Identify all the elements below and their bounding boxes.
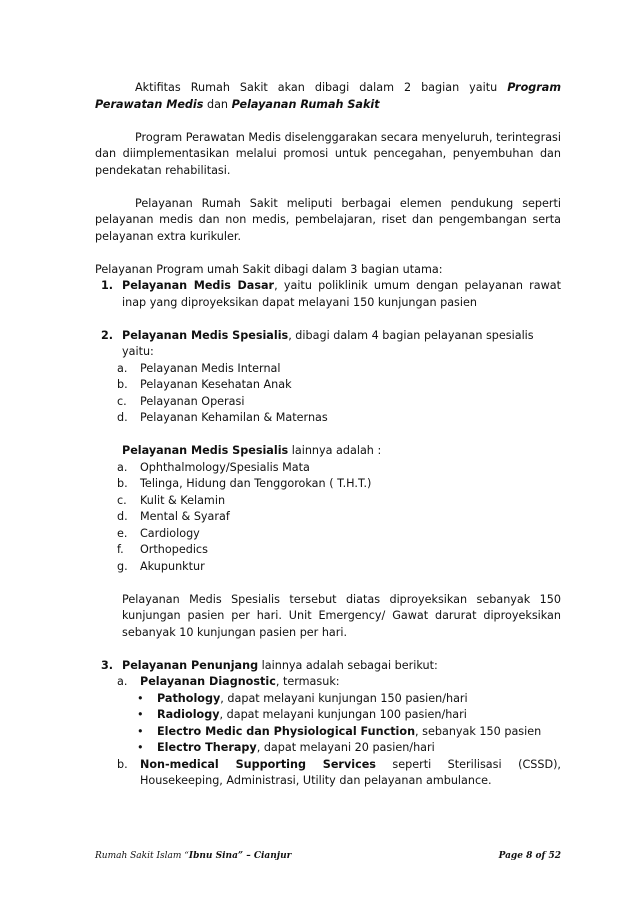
intro-paragraph-1 — [95, 80, 561, 113]
page-number: Page 8 of 52 — [498, 851, 561, 861]
list-item-1-title: Pelayanan Medis Dasar — [122, 279, 275, 292]
list-marker: g. — [117, 559, 128, 573]
list-marker: a. — [117, 361, 128, 375]
list-text: Cardiology — [140, 526, 200, 540]
list-item — [95, 377, 561, 394]
bullet-item — [95, 740, 561, 757]
program-perawatan-medis: Program Perawatan Medis — [95, 81, 561, 111]
list-marker: e. — [117, 526, 128, 540]
list-number: 1. — [101, 279, 114, 292]
list-marker: b. — [117, 757, 128, 771]
list-text: Orthopedics — [140, 543, 208, 556]
footer-hospital-name: Ibnu Sina” – Cianjur — [188, 851, 292, 861]
bullet-text: , dapat melayani kunjungan 150 pasien/hari — [220, 691, 468, 705]
list-text: Pelayanan Operasi — [140, 394, 245, 408]
document-body — [95, 80, 561, 790]
list-item-diagnostic — [95, 674, 561, 691]
list-item — [95, 493, 561, 510]
list-item — [95, 559, 561, 576]
list-item-1 — [95, 278, 561, 311]
spesialis-lainnya-text: lainnya adalah : — [288, 444, 382, 457]
list-marker: f. — [117, 543, 124, 556]
intro-paragraph-2: Program Perawatan Medis diselenggarakan secara menyeluruh, terintegrasi dan diimplementasikan melalui promosi untuk pencegahan, penyembuhan dan pendekatan rehabilitasi. — [95, 130, 561, 177]
bullet-text: , sebanyak 150 pasien — [415, 724, 542, 738]
bullet-item — [95, 724, 561, 741]
list-marker: c. — [117, 493, 127, 507]
list-text: Mental & Syaraf — [140, 510, 230, 523]
list-text: Ophthalmology/Spesialis Mata — [140, 460, 310, 474]
bullet-title: Pathology — [157, 691, 221, 705]
bullet-icon: • — [137, 724, 144, 738]
list-text: Telinga, Hidung dan Tenggorokan ( T.H.T.) — [140, 477, 372, 490]
list-item — [95, 526, 561, 543]
list-marker: c. — [117, 394, 127, 408]
diagnostic-title: Pelayanan Diagnostic — [140, 675, 276, 688]
list-text: Pelayanan Kesehatan Anak — [140, 378, 292, 391]
bullet-title: Electro Medic dan Physiological Function — [157, 724, 416, 738]
bullet-icon: • — [137, 691, 144, 705]
list-item-3 — [95, 658, 561, 675]
list-item-2 — [95, 328, 561, 361]
list-item-3-desc: lainnya adalah sebagai berikut: — [258, 658, 438, 672]
non-medical-title: Non-medical Supporting Services — [140, 757, 376, 771]
list-item-2-desc: , dibagi dalam 4 bagian pelayanan spesialis yaitu: — [122, 328, 534, 358]
footer-hospital-prefix: Rumah Sakit Islam “ — [95, 851, 189, 861]
list-item — [95, 361, 561, 378]
bullet-text: , dapat melayani kunjungan 100 pasien/hari — [219, 708, 467, 721]
list-text: Akupunktur — [140, 559, 205, 573]
list-marker: a. — [117, 675, 128, 688]
list-marker: b. — [117, 378, 128, 391]
spesialis-lainnya-title: Pelayanan Medis Spesialis — [122, 444, 289, 457]
list-marker: b. — [117, 477, 128, 490]
list-item — [95, 476, 561, 493]
list-item — [95, 410, 561, 427]
footer-left — [95, 850, 291, 862]
non-medical-desc: seperti Sterilisasi (CSSD), Housekeeping, Administrasi, Utility dan pelayanan ambulance. — [140, 757, 561, 787]
bullet-item — [95, 707, 561, 724]
list-number: 2. — [101, 328, 114, 342]
list-item-1-text — [122, 278, 561, 311]
list-item — [95, 509, 561, 526]
page-footer — [95, 850, 561, 862]
list-item — [95, 460, 561, 477]
intro-paragraph-4: Pelayanan Program umah Sakit dibagi dalam 3 bagian utama: — [95, 262, 443, 276]
list-item — [95, 394, 561, 411]
list-text: Pelayanan Medis Internal — [140, 361, 281, 375]
list-marker: a. — [117, 460, 128, 474]
list-marker: d. — [117, 411, 128, 424]
intro-text: Aktifitas Rumah Sakit akan dibagi dalam 2 bagian yaitu — [135, 81, 508, 94]
list-text: Pelayanan Kehamilan & Maternas — [140, 411, 328, 424]
list-item-2-title: Pelayanan Medis Spesialis — [122, 328, 289, 342]
list-marker: d. — [117, 510, 128, 523]
bullet-icon: • — [137, 708, 144, 721]
diagnostic-text: , termasuk: — [275, 675, 340, 688]
pelayanan-rumah-sakit: Pelayanan Rumah Sakit — [231, 97, 380, 111]
intro-paragraph-3: Pelayanan Rumah Sakit meliputi berbagai elemen pendukung seperti pelayanan medis dan non medis, pembelajaran, riset dan pengembangan serta pelayanan extra kurikuler. — [95, 196, 561, 243]
intro-connector: dan — [203, 97, 232, 111]
list-number: 3. — [101, 658, 114, 672]
spesialis-lainnya-heading — [122, 443, 561, 460]
bullet-title: Radiology — [157, 708, 220, 721]
list-item-3-title: Pelayanan Penunjang — [122, 658, 259, 672]
bullet-item — [95, 691, 561, 708]
list-item-non-medical — [95, 757, 561, 790]
list-item-2-text — [122, 328, 561, 361]
bullet-title: Electro Therapy — [157, 741, 257, 754]
list-text: Kulit & Kelamin — [140, 493, 226, 507]
list-item-1-desc: , yaitu poliklinik umum dengan pelayanan rawat inap yang diproyeksikan dapat melayani 150 kunjungan pasien — [122, 279, 561, 309]
spesialis-note: Pelayanan Medis Spesialis tersebut diatas diproyeksikan sebanyak 150 kunjungan pasien per hari. Unit Emergency/ Gawat darurat diproyeksikan sebanyak 10 kunjungan pasien per hari. — [122, 592, 561, 639]
non-medical-text — [140, 757, 561, 790]
bullet-icon: • — [137, 741, 144, 754]
list-item — [95, 542, 561, 559]
list-item-3-text — [122, 658, 561, 675]
bullet-text: , dapat melayani 20 pasien/hari — [256, 741, 435, 754]
